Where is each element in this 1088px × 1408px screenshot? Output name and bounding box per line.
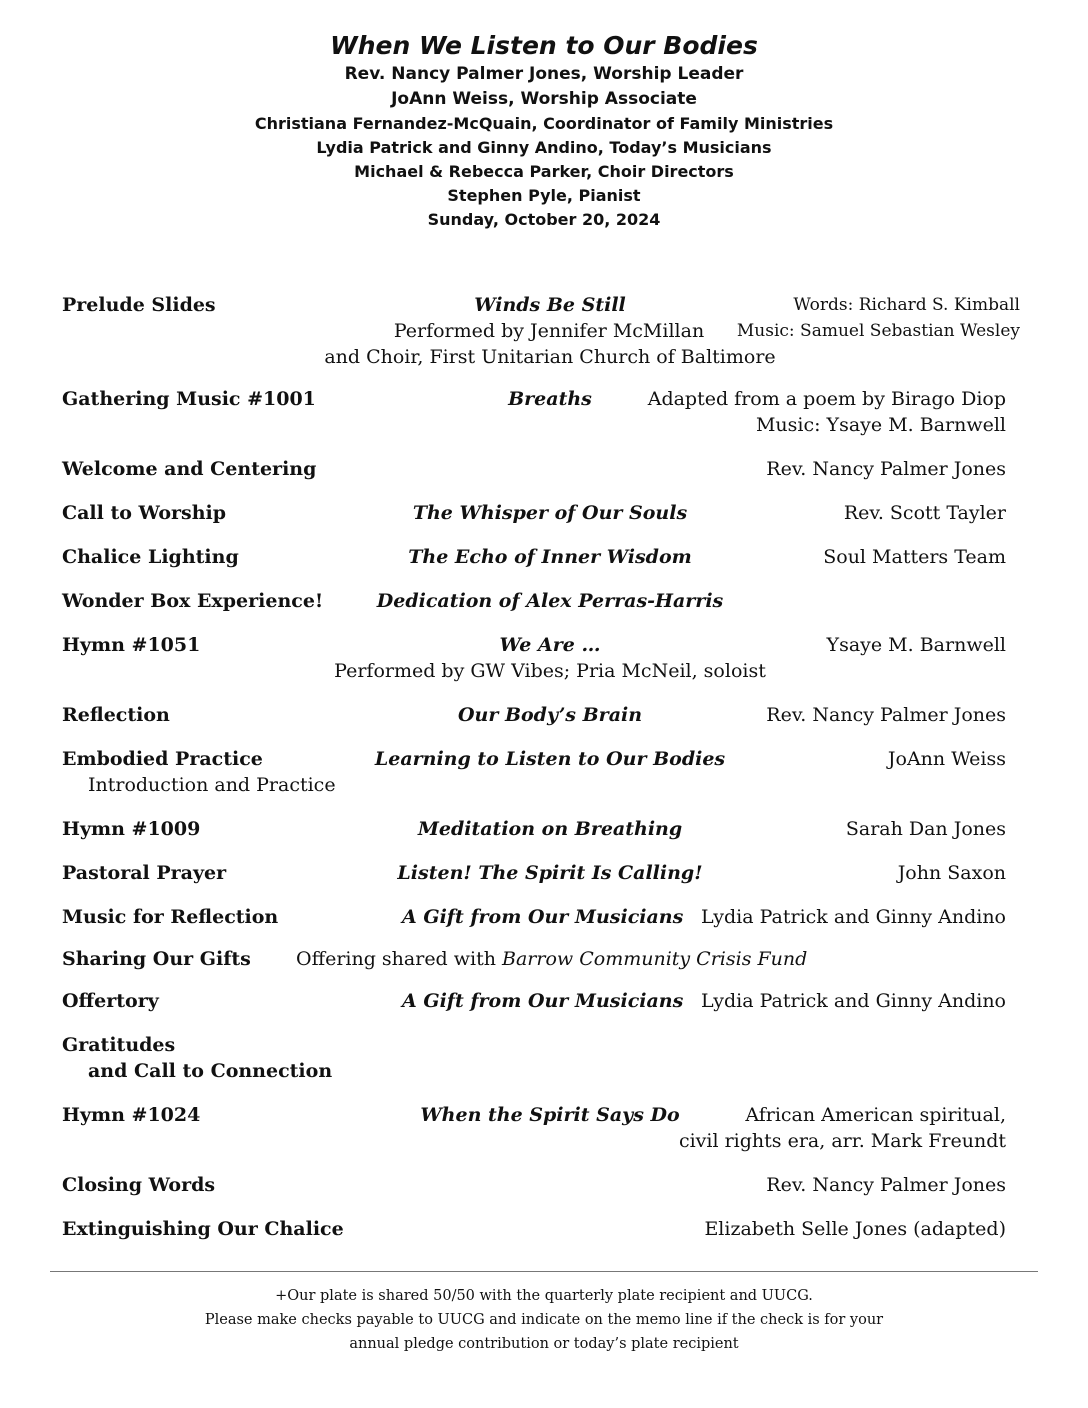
item-credit: Rev. Nancy Palmer Jones	[766, 704, 1006, 726]
item-chalice-lighting	[62, 544, 1006, 570]
offering-text: Offering shared with	[296, 948, 503, 970]
item-closing-words	[62, 1172, 1006, 1198]
item-music-credit: Music: Ysaye M. Barnwell	[755, 414, 1006, 436]
item-title: Meditation on Breathing	[417, 818, 683, 840]
item-welcome	[62, 456, 1006, 482]
item-label: Hymn #1009	[62, 818, 201, 840]
item-credit: African American spiritual,	[745, 1104, 1006, 1126]
item-sharing-gifts	[62, 946, 1006, 972]
item-credit: Soul Matters Team	[823, 546, 1006, 568]
item-label: Hymn #1024	[62, 1104, 201, 1126]
item-performer-choir: and Choir, First Unitarian Church of Baltimore	[324, 346, 776, 368]
item-music-credit: Music: Samuel Sebastian Wesley	[736, 321, 1020, 341]
item-label: Prelude Slides	[62, 294, 216, 316]
service-date: Sunday, October 20, 2024	[427, 210, 661, 229]
item-title: A Gift from Our Musicians	[402, 906, 684, 928]
footer-line: Please make checks payable to UUCG and indicate on the memo line if the check is for your	[204, 1312, 884, 1328]
item-label: Gathering Music #1001	[62, 388, 316, 410]
family-ministries-coordinator: Christiana Fernandez-McQuain, Coordinator of Family Ministries	[254, 114, 834, 133]
item-credit: Ysaye M. Barnwell	[826, 634, 1006, 656]
item-call-to-worship	[62, 500, 1006, 526]
item-label: Wonder Box Experience!	[62, 590, 324, 612]
item-credit: JoAnn Weiss	[887, 748, 1006, 770]
footer-line: +Our plate is shared 50/50 with the quarterly plate recipient and UUCG.	[275, 1288, 813, 1304]
item-title: The Whisper of Our Souls	[412, 502, 688, 524]
item-label: Embodied Practice	[62, 748, 263, 770]
item-title: When the Spirit Says Do	[420, 1104, 680, 1126]
item-title: We Are …	[499, 634, 601, 656]
item-label: Music for Reflection	[62, 906, 279, 928]
item-credit: Lydia Patrick and Ginny Andino	[700, 906, 1006, 928]
item-offertory	[62, 988, 1006, 1014]
item-title: A Gift from Our Musicians	[402, 990, 684, 1012]
item-credit-continued: civil rights era, arr. Mark Freundt	[678, 1130, 1006, 1152]
item-credit: Words: Richard S. Kimball	[793, 295, 1020, 315]
item-performer: Performed by GW Vibes; Pria McNeil, soloist	[334, 660, 766, 682]
worship-associate: JoAnn Weiss, Worship Associate	[391, 89, 697, 109]
item-pastoral-prayer	[62, 860, 1006, 886]
order-of-service	[62, 292, 1020, 1242]
service-title: When We Listen to Our Bodies	[330, 31, 758, 60]
bulletin-header	[0, 30, 1088, 232]
item-subtitle: Introduction and Practice	[88, 774, 336, 796]
offering-note	[296, 946, 807, 972]
item-embodied-practice	[62, 746, 1006, 798]
choir-directors: Michael & Rebecca Parker, Choir Directors	[354, 162, 734, 181]
item-wonder-box	[62, 588, 1006, 614]
footer-divider	[50, 1271, 1038, 1272]
item-label: Pastoral Prayer	[62, 862, 227, 884]
item-label: Closing Words	[62, 1174, 216, 1196]
todays-musicians: Lydia Patrick and Ginny Andino, Today’s Musicians	[316, 138, 772, 157]
pianist: Stephen Pyle, Pianist	[447, 186, 641, 205]
item-title: Winds Be Still	[474, 294, 626, 316]
item-title: Listen! The Spirit Is Calling!	[397, 862, 703, 884]
item-title: Breaths	[508, 388, 592, 410]
item-label: Sharing Our Gifts	[62, 948, 251, 970]
item-hymn-1009	[62, 816, 1006, 842]
item-credit: Sarah Dan Jones	[845, 818, 1006, 840]
item-gratitudes	[62, 1032, 1006, 1084]
item-credit: Rev. Nancy Palmer Jones	[766, 1174, 1006, 1196]
item-label: Chalice Lighting	[62, 546, 239, 568]
item-gathering	[62, 386, 1006, 438]
offering-fund: Barrow Community Crisis Fund	[502, 948, 808, 970]
item-credit: Lydia Patrick and Ginny Andino	[700, 990, 1006, 1012]
item-label: Hymn #1051	[62, 634, 201, 656]
footer-line: annual pledge contribution or today’s plate recipient	[349, 1336, 739, 1352]
item-credit: Rev. Scott Tayler	[843, 502, 1006, 524]
item-title: The Echo of Inner Wisdom	[408, 546, 692, 568]
item-label: Offertory	[62, 990, 159, 1012]
item-label: Reflection	[62, 704, 170, 726]
item-label: Call to Worship	[62, 502, 227, 524]
item-music-for-reflection	[62, 904, 1006, 930]
item-label: Gratitudes	[62, 1034, 176, 1056]
item-extinguishing-chalice	[62, 1216, 1006, 1242]
item-hymn-1024	[62, 1102, 1006, 1154]
item-label: Extinguishing Our Chalice	[62, 1218, 344, 1240]
item-title: Our Body’s Brain	[457, 704, 643, 726]
item-title: Learning to Listen to Our Bodies	[374, 748, 726, 770]
item-credit: Adapted from a poem by Birago Diop	[647, 388, 1006, 410]
item-credit: John Saxon	[897, 862, 1006, 884]
item-reflection	[62, 702, 1006, 728]
item-credit: Rev. Nancy Palmer Jones	[766, 458, 1006, 480]
item-credit: Elizabeth Selle Jones (adapted)	[704, 1218, 1006, 1240]
worship-leader: Rev. Nancy Palmer Jones, Worship Leader	[344, 64, 744, 84]
item-label-continued: and Call to Connection	[88, 1060, 333, 1082]
item-hymn-1051	[62, 632, 1006, 684]
footer-note	[0, 1284, 1088, 1356]
item-performer: Performed by Jennifer McMillan	[393, 320, 705, 342]
item-prelude	[62, 292, 1020, 370]
item-label: Welcome and Centering	[62, 458, 317, 480]
item-title: Dedication of Alex Perras-Harris	[376, 590, 724, 612]
